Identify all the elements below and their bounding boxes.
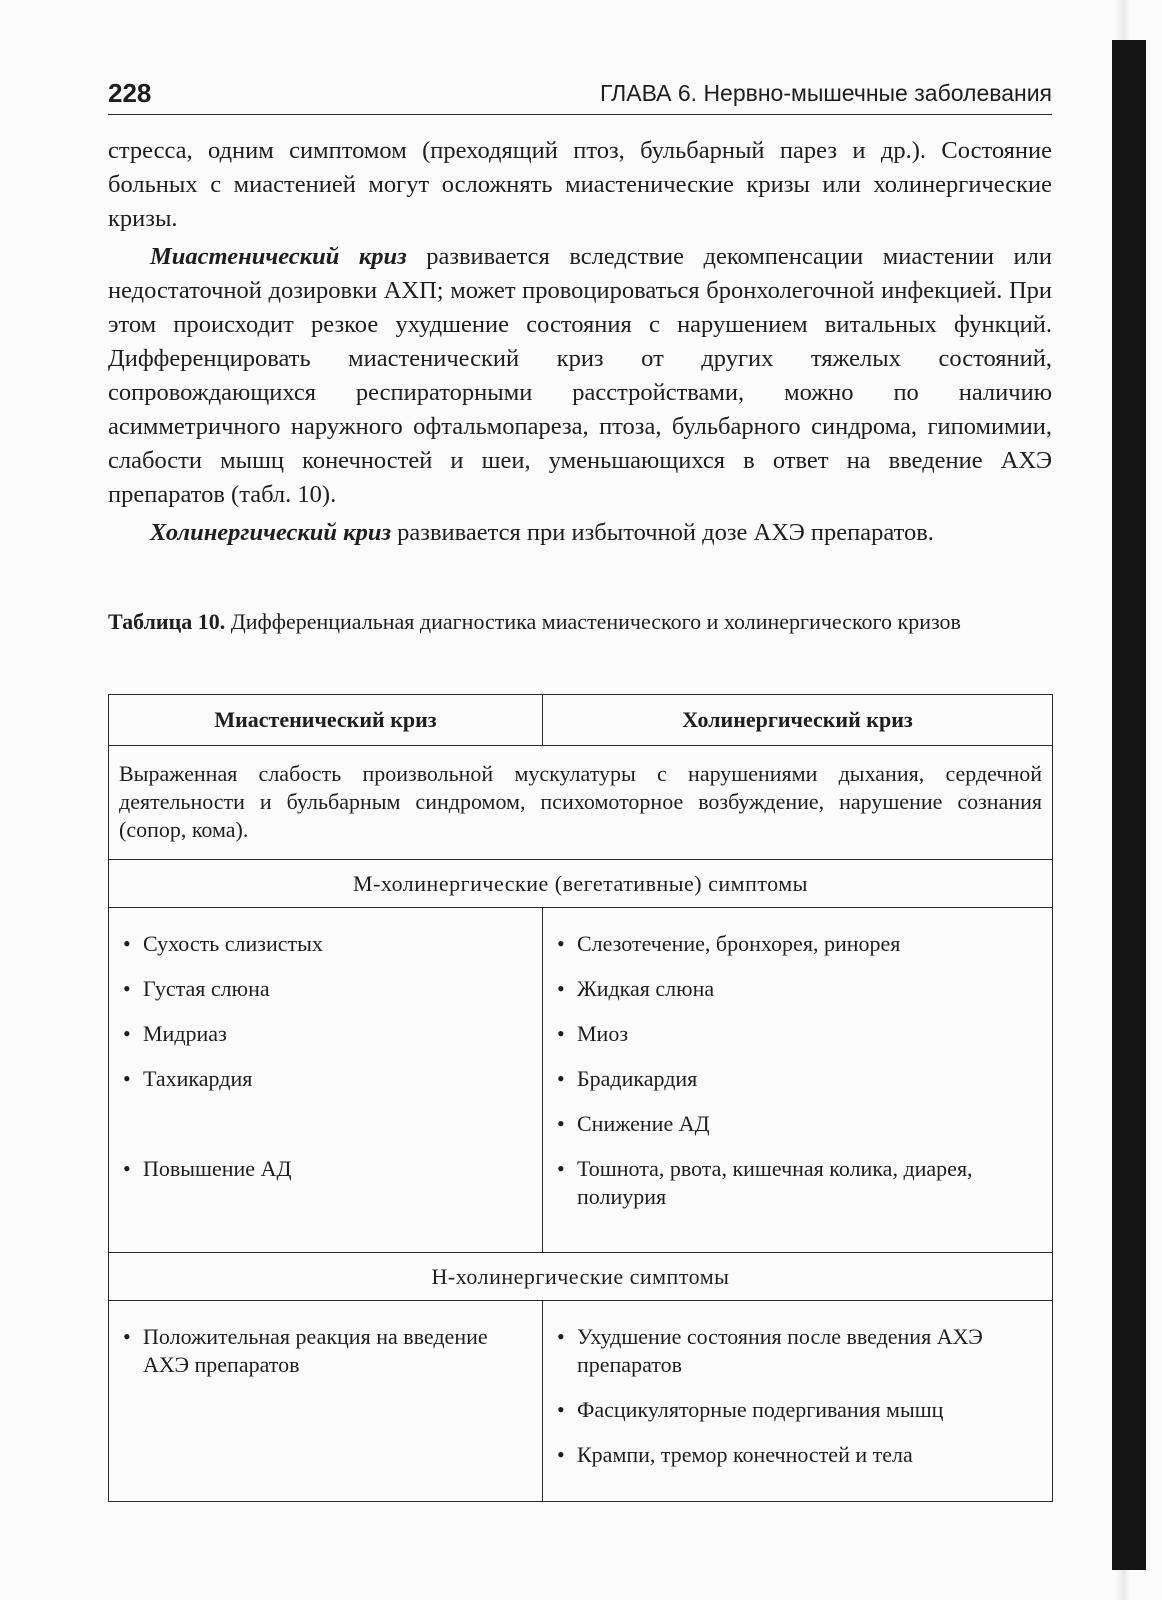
running-header	[108, 78, 1052, 115]
table-row-common	[109, 745, 1053, 860]
table-row-m-symptoms	[109, 908, 1053, 1253]
list-item: • Тахикардия	[121, 1065, 534, 1093]
paragraph-3-text: развивается при избыточной дозе АХЭ препаратов.	[391, 519, 934, 546]
table-caption-text: Дифференциальная диагностика миастенического и холинергического кризов	[225, 609, 961, 634]
table-row-n-symptoms	[109, 1300, 1053, 1501]
n-right-list	[543, 1301, 1052, 1498]
table-caption-label: Таблица 10.	[108, 609, 226, 634]
list-item: • Густая слюна	[121, 975, 534, 1003]
list-item: • Тошнота, рвота, кишечная колика, диарея, полиурия	[555, 1155, 1044, 1211]
paragraph-3	[108, 516, 1052, 550]
term-cholinergic-crisis: Холинергический криз	[150, 519, 392, 546]
m-right-list	[543, 908, 1052, 1240]
list-item: • Миоз	[555, 1020, 1044, 1048]
list-item: • Фасцикуляторные подергивания мышц	[555, 1396, 1044, 1424]
table-row-section-m	[109, 860, 1053, 908]
list-item: • Слезотечение, бронхорея, ринорея	[555, 930, 1044, 958]
paragraph-2-text: развивается вследствие декомпенсации миастении или недостаточной дозировки АХП; может провоцироваться бронхолегочной инфекцией. При этом происходит резкое ухудшение состояния с нарушением витальных функций. Дифференцировать миастенический криз от других тяжелых состояний, сопровождающихся респираторными расстройствами, можно по наличию асимметричного наружного офтальмопареза, птоза, бульбарного синдрома, гипомимии, слабости мышц конечностей и шеи, уменьшающихся в ответ на введение АХЭ препаратов (табл. 10).	[108, 243, 1052, 508]
chapter-title: ГЛАВА 6. Нервно-мышечные заболевания	[599, 80, 1052, 106]
list-item: • Сухость слизистых	[121, 930, 534, 958]
col-header-cholinergic: Холинергический криз	[543, 695, 1053, 746]
section-n-cholinergic: Н-холинергические симптомы	[109, 1253, 1053, 1301]
table-caption	[108, 606, 1052, 637]
list-item: • Снижение АД	[555, 1110, 1044, 1138]
list-item: • Повышение АД	[121, 1155, 534, 1183]
table-row-section-n	[109, 1253, 1053, 1301]
body-text	[108, 134, 1052, 554]
scanned-book-spine	[1112, 40, 1146, 1570]
paragraph-2	[108, 240, 1052, 512]
m-left-list	[109, 908, 542, 1212]
section-m-cholinergic: М-холинергические (вегетативные) симптомы	[109, 860, 1053, 908]
n-left-cell	[109, 1300, 543, 1501]
m-right-cell	[543, 908, 1053, 1253]
n-left-list	[109, 1301, 542, 1408]
m-left-cell	[109, 908, 543, 1253]
list-item: • Мидриаз	[121, 1020, 534, 1048]
col-header-myasthenic: Миастенический криз	[109, 695, 543, 746]
list-item: • Крампи, тремор конечностей и тела	[555, 1441, 1044, 1469]
paragraph-1: стресса, одним симптомом (преходящий птоз, бульбарный парез и др.). Состояние больных с миастенией могут осложнять миастенические кризы или холинергические кризы.	[108, 137, 1052, 232]
list-item: • Положительная реакция на введение АХЭ препаратов	[121, 1323, 534, 1379]
list-item: • Брадикардия	[555, 1065, 1044, 1093]
term-myasthenic-crisis: Миастенический криз	[150, 243, 407, 270]
differential-diagnosis-table	[108, 694, 1053, 1502]
n-right-cell	[543, 1300, 1053, 1501]
page-number: 228	[108, 78, 152, 108]
list-item: • Жидкая слюна	[555, 975, 1044, 1003]
list-item: • Ухудшение состояния после введения АХЭ препаратов	[555, 1323, 1044, 1379]
table-header-row	[109, 695, 1053, 746]
common-symptoms-cell: Выраженная слабость произвольной мускулатуры с нарушениями дыхания, сердечной деятельности и бульбарным синдромом, психомоторное возбуждение, нарушение сознания (сопор, кома).	[109, 745, 1053, 860]
